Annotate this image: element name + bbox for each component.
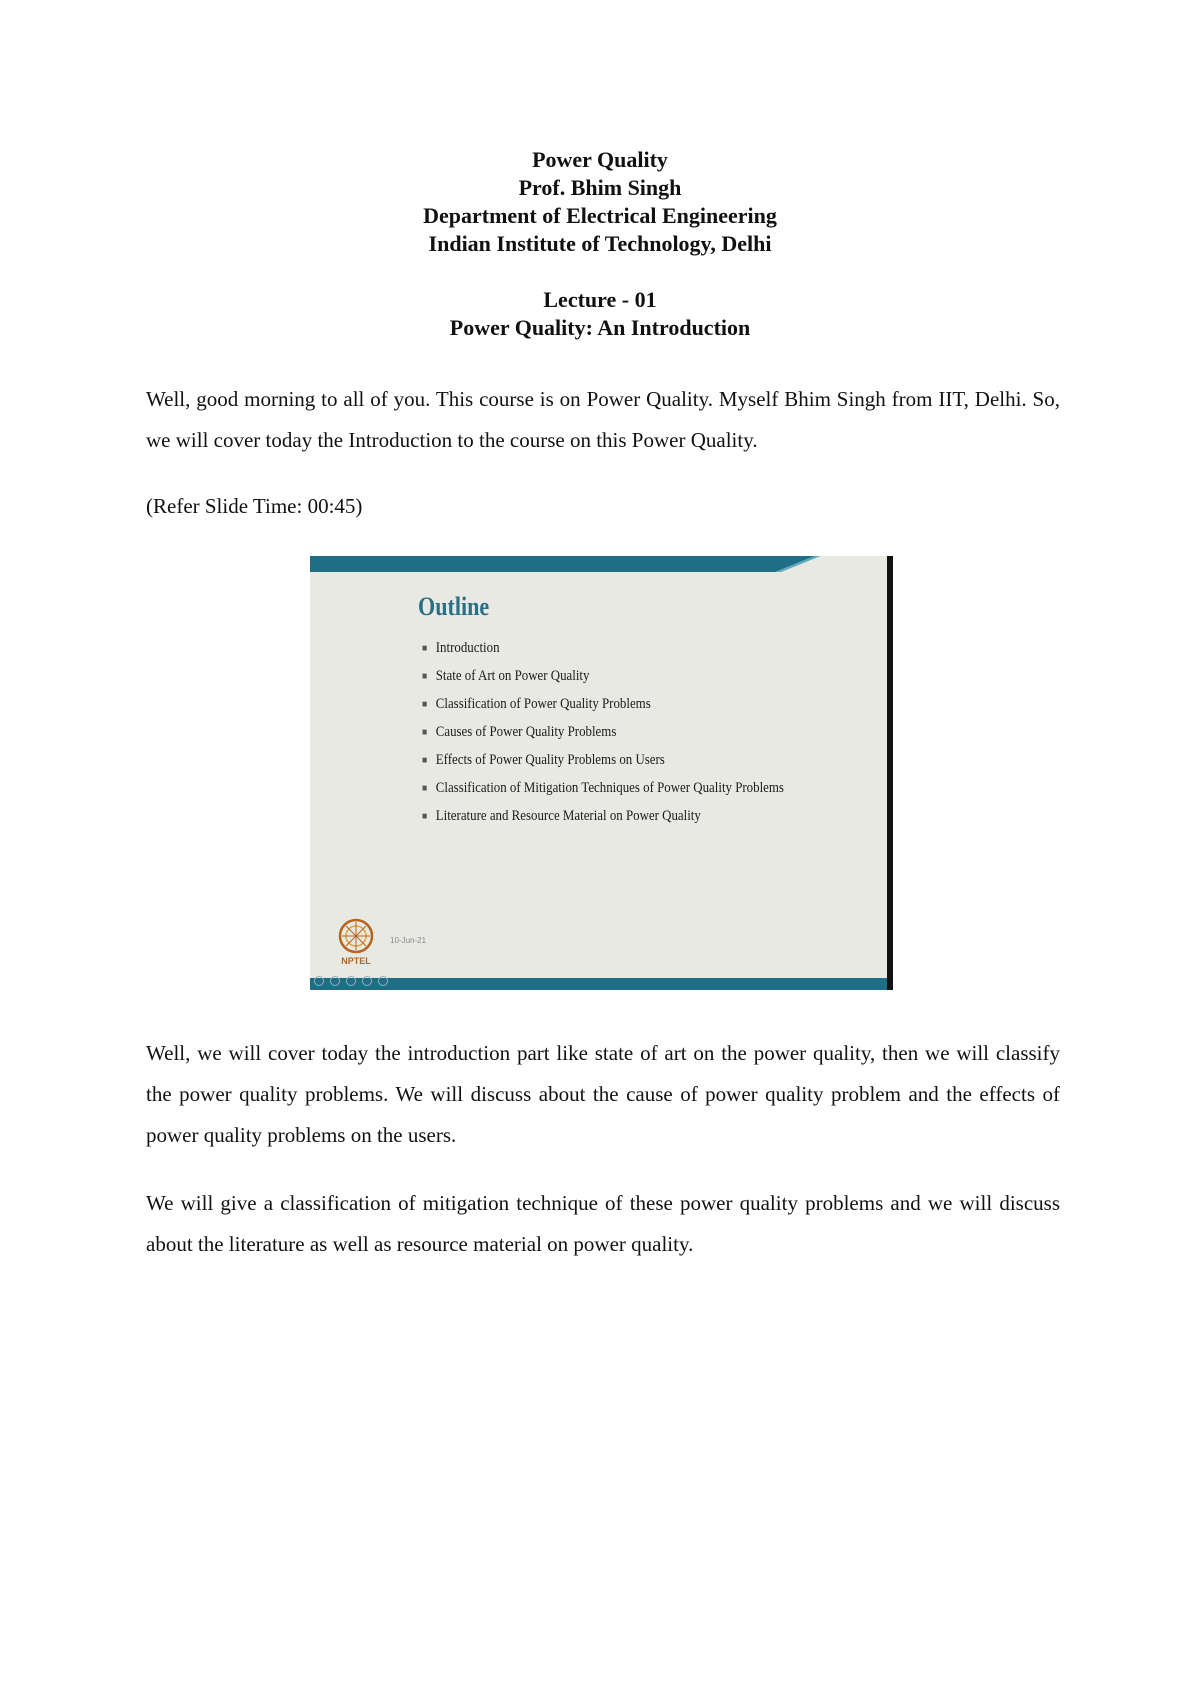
course-title: Power Quality [532, 147, 668, 172]
slide-controls [314, 974, 388, 988]
list-item: ■ Literature and Resource Material on Power Quality [422, 808, 701, 824]
slide-top-bar [310, 556, 887, 572]
list-item: ■ Effects of Power Quality Problems on Users [422, 752, 665, 768]
lecture-title: Power Quality: An Introduction [449, 315, 751, 340]
lecture-number: Lecture - 01 [543, 287, 657, 312]
slide-image [310, 556, 893, 990]
document-header [0, 146, 1200, 258]
zoom-icon [362, 976, 372, 986]
slide-date: 10-Jun-21 [390, 936, 427, 945]
list-item: ■ Classification of Mitigation Techniques of Power Quality Problems [422, 780, 784, 796]
paragraph-2: Well, we will cover today the introduction part like state of art on the power quality, then we will classify the power quality problems. We will discuss about the cause of power quality problem and the effects of power quality problems on the users. [146, 1041, 1060, 1147]
slide-outline-list [422, 639, 822, 835]
department-name: Department of Electrical Engineering [423, 203, 777, 228]
prev-icon [314, 976, 324, 986]
bullet-icon: ■ [422, 699, 428, 710]
svg-text:NPTEL: NPTEL [341, 956, 371, 966]
bullet-icon: ■ [422, 671, 428, 682]
lecture-heading [0, 286, 1200, 342]
bullet-icon: ■ [422, 643, 428, 654]
slide-bottom-bar [310, 978, 887, 990]
professor-name: Prof. Bhim Singh [518, 175, 682, 200]
list-item: ■ State of Art on Power Quality [422, 668, 590, 684]
bullet-icon: ■ [422, 755, 428, 766]
intro-paragraph: Well, good morning to all of you. This course is on Power Quality. Myself Bhim Singh from IIT, Delhi. So, we will cover today the Introduction to the course on this Power Quality. [146, 387, 1060, 452]
slide-title: Outline [418, 592, 490, 621]
institute-name: Indian Institute of Technology, Delhi [428, 231, 772, 256]
refer-slide-time: (Refer Slide Time: 00:45) [146, 494, 363, 518]
list-item: ■ Introduction [422, 640, 500, 656]
pointer-icon [330, 976, 340, 986]
nptel-logo-icon [336, 916, 376, 968]
list-item: ■ Causes of Power Quality Problems [422, 724, 617, 740]
more-icon [378, 976, 388, 986]
bullet-icon: ■ [422, 811, 428, 822]
bullet-icon: ■ [422, 783, 428, 794]
paragraph-3: We will give a classification of mitigation technique of these power quality problems and we will discuss about the literature as well as resource material on power quality. [146, 1191, 1060, 1256]
bullet-icon: ■ [422, 727, 428, 738]
pen-icon [346, 976, 356, 986]
list-item: ■ Classification of Power Quality Problems [422, 696, 651, 712]
